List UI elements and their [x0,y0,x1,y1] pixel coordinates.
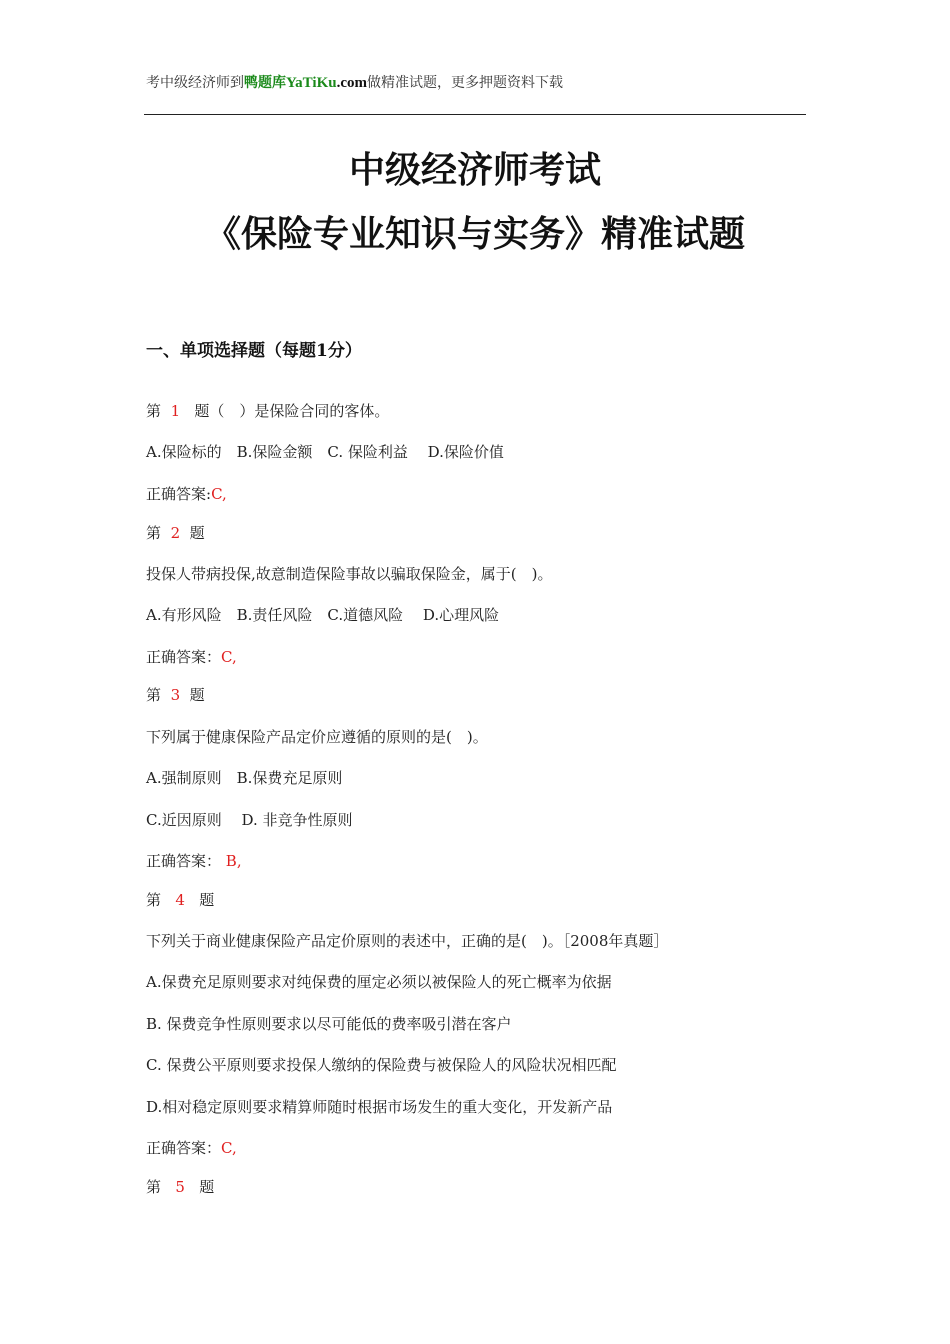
answer-value: C, [221,1139,237,1157]
answer-label: 正确答案： [146,852,222,870]
question-3-answer [146,850,242,871]
question-4-stem: 下列关于商业健康保险产品定价原则的表述中，正确的是( )。［2008年真题］ [146,932,669,950]
question-suffix: 题 [189,524,205,542]
question-number: 5 [175,1178,185,1196]
question-2-header [146,522,205,543]
answer-value: C, [221,648,237,666]
header-prefix: 考中级经济师到 [146,75,244,91]
answer-value: B, [225,852,242,870]
question-prefix: 第 [146,686,162,704]
question-2-stem: 投保人带病投保,故意制造保险事故以骗取保险金，属于( )。 [146,565,553,583]
document-title-line2: 《保险专业知识与实务》精准试题 [204,213,745,255]
question-prefix: 第 [146,1178,162,1196]
question-prefix: 第 [146,524,162,542]
question-3-stem: 下列属于健康保险产品定价应遵循的原则的是( )。 [146,728,488,746]
answer-label: 正确答案： [146,648,222,666]
question-4-answer [146,1137,237,1158]
question-number: 2 [170,524,181,542]
document-title-line1: 中级经济师考试 [348,149,601,191]
question-number: 1 [170,402,181,420]
question-number: 3 [170,686,181,704]
question-suffix: 题 [189,686,205,704]
question-3-options-row1: A.强制原则 B.保费充足原则 [146,769,343,787]
question-2-answer [146,646,237,667]
page-header [146,72,563,92]
section-heading: 一、单项选择题（每题1分） [146,341,362,361]
question-suffix: 题 [199,1178,215,1196]
question-1-answer [146,483,227,504]
question-stem: 题（ ）是保险合同的客体。 [194,402,390,420]
question-4-header [146,889,214,910]
answer-value: C, [211,485,227,503]
question-5-header [146,1176,214,1197]
answer-label: 正确答案： [146,1139,222,1157]
question-1-options: A.保险标的 B.保险金额 C. 保险利益 D.保险价值 [146,443,504,461]
question-2-options: A.有形风险 B.责任风险 C.道德风险 D.心理风险 [146,606,500,624]
question-3-header [146,684,205,705]
brand-domain-suffix[interactable]: .com [336,75,367,91]
question-4-option-a: A.保费充足原则要求对纯保费的厘定必须以被保险人的死亡概率为依据 [146,973,612,991]
answer-label: 正确答案: [146,485,212,503]
question-prefix: 第 [146,891,162,909]
question-4-option-c: C. 保费公平原则要求投保人缴纳的保险费与被保险人的风险状况相匹配 [146,1056,617,1074]
question-4-option-d: D.相对稳定原则要求精算师随时根据市场发生的重大变化，开发新产品 [146,1098,613,1116]
header-suffix: 做精准试题，更多押题资料下载 [367,75,563,91]
brand-name-cn[interactable]: 鸭题库 [244,75,286,91]
question-1-header [146,400,389,421]
brand-name-en[interactable]: YaTiKu [286,75,337,91]
question-4-option-b: B. 保费竞争性原则要求以尽可能低的费率吸引潜在客户 [146,1015,512,1033]
question-3-options-row2: C.近因原则 D. 非竞争性原则 [146,811,353,829]
question-prefix: 第 [146,402,162,420]
question-number: 4 [175,891,185,909]
question-suffix: 题 [199,891,215,909]
header-divider [144,114,806,115]
